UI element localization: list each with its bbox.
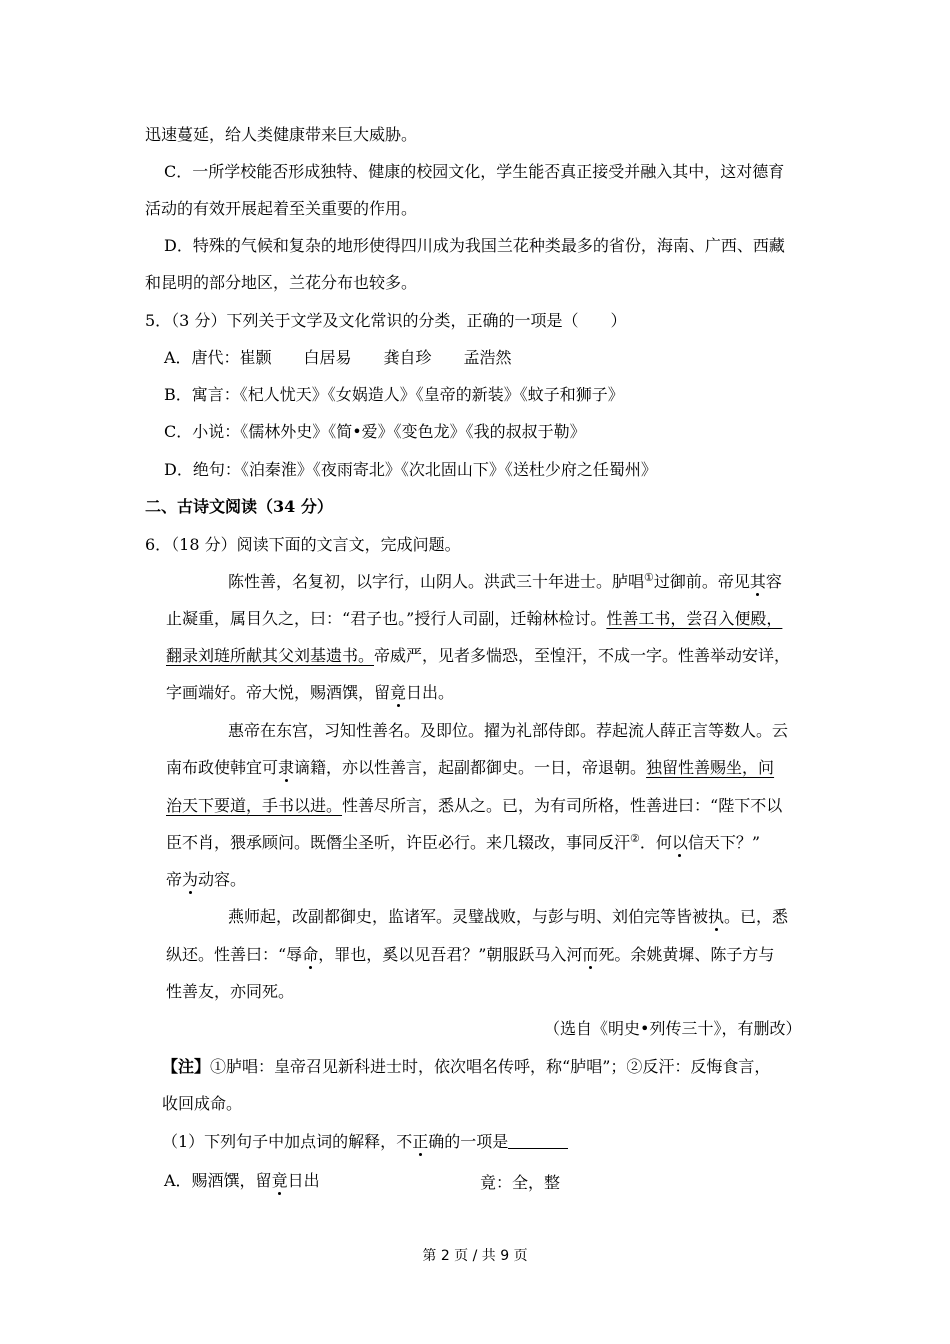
passage-p2-line3: 治天下要道，手书以进。性善尽所言，悉从之。已，为有司所格，性善进曰：“陛下不以 xyxy=(166,796,783,815)
underlined-sentence-1b: 翻录刘琏所献其父刘基遗书。 xyxy=(166,646,375,665)
passage-p3-line1: 燕师起，改副都御史，监诸军。灵璧战败，与彭与明、刘伯完等皆被执。已，悉 xyxy=(228,907,789,926)
dotted-word: 命 xyxy=(302,945,319,964)
underlined-sentence-2a: 独留性善赐坐，问 xyxy=(646,758,775,777)
passage-note-line1: 【注】①胪唱：皇帝召见新科进士时，依次唱名传呼，称“胪唱”；②反汗：反悔食言， xyxy=(162,1057,771,1076)
q6-stem: 6．（18 分）阅读下面的文言文，完成问题。 xyxy=(145,535,461,554)
q4-option-d-line2: 和昆明的部分地区，兰花分布也较多。 xyxy=(145,273,418,292)
passage-p2-line1: 惠帝在东宫，习知性善名。及即位。擢为礼部侍郎。荐起流人薛正言等数人。云 xyxy=(228,721,789,740)
dotted-word: 竟 xyxy=(271,1171,288,1190)
passage-p1-line1: 陈性善，名复初，以字行，山阴人。洪武三十年进士。胪唱①过御前。帝见其容 xyxy=(228,571,782,591)
q5-option-b: B．寓言：《杞人忧天》《女娲造人》《皇帝的新装》《蚊子和狮子》 xyxy=(164,385,624,404)
note-label: 【注】 xyxy=(162,1057,211,1076)
q5-option-a: A．唐代：崔颢 白居易 龚自珍 孟浩然 xyxy=(164,348,512,367)
q5-option-d: D．绝句：《泊秦淮》《夜雨寄北》《次北固山下》《送杜少府之任蜀州》 xyxy=(164,460,657,479)
note-1-marker: ① xyxy=(644,571,654,584)
dotted-word: 其 xyxy=(749,572,766,591)
q6-sub1-option-a: A．赐酒馔，留竟日出 xyxy=(164,1171,320,1190)
dotted-word: 隶 xyxy=(278,758,295,777)
dotted-word: 而 xyxy=(582,945,599,964)
underlined-sentence-2b: 治天下要道，手书以进。 xyxy=(166,796,343,815)
q4-option-c-line1: C．一所学校能否形成独特、健康的校园文化，学生能否真正接受并融入其中，这对德育 xyxy=(164,162,785,181)
section2-title: 二、古诗文阅读（34 分） xyxy=(145,497,333,516)
passage-p3-line3: 性善友，亦同死。 xyxy=(166,982,295,1001)
passage-p1-line3: 翻录刘琏所献其父刘基遗书。帝威严，见者多惴恐，至惶汗，不成一字。性善举动安详， xyxy=(166,646,791,665)
q4-option-d-line1: D．特殊的气候和复杂的地形使得四川成为我国兰花种类最多的省份，海南、广西、西藏 xyxy=(164,236,785,255)
passage-p1-line2: 止凝重，属目久之，曰：“君子也。”授行人司副，迁翰林检讨。性善工书，尝召入便殿， xyxy=(166,609,783,628)
page-footer: 第 2 页 / 共 9 页 xyxy=(422,1248,528,1264)
dotted-word: 不正确 xyxy=(396,1132,445,1151)
dotted-word: 竟 xyxy=(390,683,407,702)
passage-note-line2: 收回成命。 xyxy=(162,1094,243,1113)
q5-stem: 5．（3 分）下列关于文学及文化常识的分类，正确的一项是（ ） xyxy=(145,311,627,330)
passage-p2-line4: 臣不肖，猥承顾问。既僭尘圣听，许臣必行。来几辍改，事同反汗②．何以信天下？” xyxy=(166,832,761,852)
q4-option-c-line2: 活动的有效开展起着至关重要的作用。 xyxy=(145,199,418,218)
passage-p3-line2: 纵还。性善曰：“辱命，罪也，奚以见吾君？”朝服跃马入河而死。余姚黄墀、陈子方与 xyxy=(166,945,775,964)
passage-p1-line4: 字画端好。帝大悦，赐酒馔，留竟日出。 xyxy=(166,683,455,702)
passage-p2-line5: 帝为动容。 xyxy=(166,870,247,889)
passage-p2-line2: 南布政使韩宜可隶谪籍，亦以性善言，起副都御史。一日，帝退朝。独留性善赐坐，问 xyxy=(166,758,775,777)
dotted-word: 执 xyxy=(708,907,725,926)
q5-option-c: C．小说：《儒林外史》《简•爱》《变色龙》《我的叔叔于勒》 xyxy=(164,422,586,441)
q6-sub1-stem: （1）下列句子中加点词的解释，不正确的一项是 xyxy=(162,1131,568,1153)
q4-tail: 迅速蔓延，给人类健康带来巨大威胁。 xyxy=(145,125,418,144)
dotted-word: 以 xyxy=(671,833,688,852)
answer-blank[interactable] xyxy=(508,1132,568,1149)
note-2-marker: ② xyxy=(630,832,640,845)
dotted-word: 为 xyxy=(182,870,199,889)
underlined-sentence-1a: 性善工书，尝召入便殿， xyxy=(606,609,783,628)
q6-sub1-option-a-explanation: 竟：全，整 xyxy=(480,1173,561,1192)
passage-source: （选自《明史•列传三十》，有删改） xyxy=(544,1019,802,1038)
